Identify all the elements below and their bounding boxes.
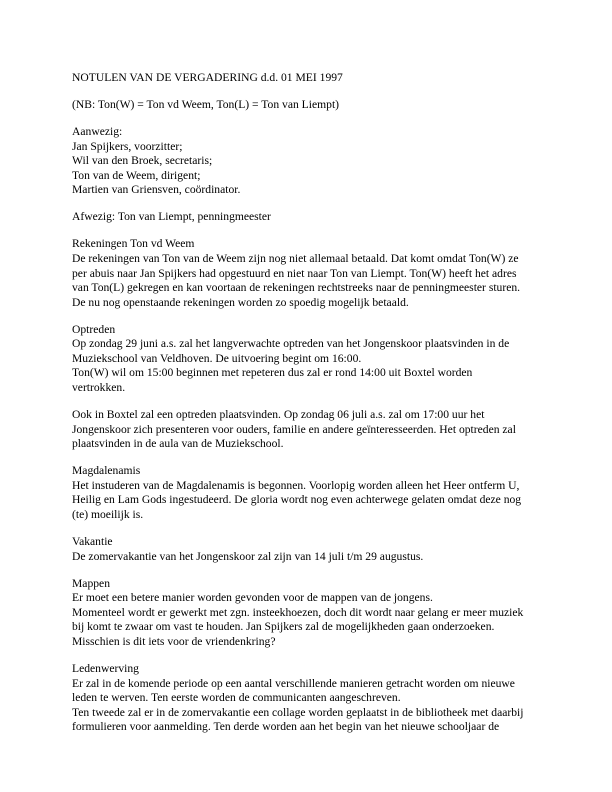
section-rekeningen — [72, 237, 544, 310]
paragraph-line: plaatsvinden in de aula van de Muziekschool. — [72, 437, 284, 451]
section-mappen — [72, 577, 544, 650]
paragraph-line: Ten tweede zal er in de zomervakantie een collage worden geplaatst in de bibliotheek met daarbij — [72, 705, 524, 719]
paragraph-line: De rekeningen van Ton van de Weem zijn nog niet allemaal betaald. Dat komt omdat Ton(W) ze — [72, 251, 519, 265]
abbreviation-note: (NB: Ton(W) = Ton vd Weem, Ton(L) = Ton van Liempt) — [72, 97, 340, 111]
attendee-line: Wil van den Broek, secretaris; — [72, 154, 213, 168]
section-heading: Vakantie — [72, 534, 113, 548]
paragraph-line: vertrokken. — [72, 381, 126, 395]
document-title: NOTULEN VAN DE VERGADERING d.d. 01 MEI 1997 — [72, 71, 343, 84]
paragraph-line: bij komt te zwaar om vast te houden. Jan Spijkers zal de mogelijkheden gaan onderzoeken. — [72, 620, 495, 634]
section-heading: Ledenwerving — [72, 661, 139, 675]
paragraph-line: formulieren voor aanmelding. Ten derde worden aan het begin van het nieuwe schooljaar de — [72, 720, 500, 734]
spacer — [72, 452, 544, 464]
paragraph-line: Ook in Boxtel zal een optreden plaatsvinden. Op zondag 06 juli a.s. zal om 17:00 uur het — [72, 408, 485, 422]
spacer — [72, 113, 544, 125]
paragraph-line: Ton(W) wil om 15:00 beginnen met repeteren dus zal er rond 14:00 uit Boxtel worden — [72, 366, 473, 380]
section-magdalenamis — [72, 464, 544, 522]
attendee-line: Martien van Griensven, coördinator. — [72, 183, 241, 197]
section-vakantie — [72, 535, 544, 564]
spacer — [72, 564, 544, 576]
section-ledenwerving — [72, 662, 544, 735]
paragraph-line: Het instuderen van de Magdalenamis is begonnen. Voorlopig worden alleen het Heer ontferm U, — [72, 478, 520, 492]
absentees-line: Afwezig: Ton van Liempt, penningmeester — [72, 210, 271, 224]
paragraph-line: per abuis naar Jan Spijkers had opgestuurd en niet naar Ton van Liempt. Ton(W) heeft het adres — [72, 266, 517, 280]
paragraph-line: van Ton(L) gekregen en kan voortaan de rekeningen rechtstreeks naar de penningmeester sturen. — [72, 281, 521, 295]
section-heading: Magdalenamis — [72, 464, 141, 478]
paragraph-line: Heilig en Lam Gods ingestudeerd. De gloria wordt nog even achterwege gelaten omdat deze nog — [72, 493, 522, 507]
spacer — [72, 650, 544, 662]
attendee-line: Ton van de Weem, dirigent; — [72, 168, 201, 182]
attendees-block — [72, 125, 544, 198]
spacer — [72, 523, 544, 535]
attendees-heading: Aanwezig: — [72, 124, 123, 138]
paragraph-line: Misschien is dit iets voor de vriendenkring? — [72, 634, 276, 648]
paragraph-line: Jongenskoor zich presenteren voor ouders, familie en andere geïnteresseerden. Het optreden zal — [72, 422, 516, 436]
section-optreden — [72, 323, 544, 452]
spacer — [72, 310, 544, 322]
paragraph-line: (te) moeilijk is. — [72, 507, 144, 521]
paragraph-line: De zomervakantie van het Jongenskoor zal zijn van 14 juli t/m 29 augustus. — [72, 549, 424, 563]
spacer — [72, 198, 544, 210]
attendee-line: Jan Spijkers, voorzitter; — [72, 139, 183, 153]
paragraph-line: Muziekschool van Veldhoven. De uitvoering begint om 16:00. — [72, 351, 362, 365]
section-heading: Mappen — [72, 576, 110, 590]
spacer — [72, 396, 544, 408]
paragraph-line: Op zondag 29 juni a.s. zal het langverwachte optreden van het Jongenskoor plaatsvinden in de — [72, 337, 510, 351]
paragraph-line: Momenteel wordt er gewerkt met zgn. insteekhoezen, doch dit wordt naar gelang er meer muziek — [72, 605, 524, 619]
spacer — [72, 86, 544, 98]
paragraph-line: Er zal in de komende periode op een aantal verschillende manieren getracht worden om nieuwe — [72, 676, 515, 690]
paragraph-line: leden te werven. Ten eerste worden de communicanten aangeschreven. — [72, 691, 401, 705]
spacer — [72, 225, 544, 237]
document-page — [72, 71, 544, 735]
paragraph-line: Er moet een betere manier worden gevonden voor de mappen van de jongens. — [72, 591, 433, 605]
paragraph-line: De nu nog openstaande rekeningen worden zo spoedig mogelijk betaald. — [72, 295, 409, 309]
section-heading: Optreden — [72, 322, 116, 336]
section-heading: Rekeningen Ton vd Weem — [72, 237, 195, 251]
